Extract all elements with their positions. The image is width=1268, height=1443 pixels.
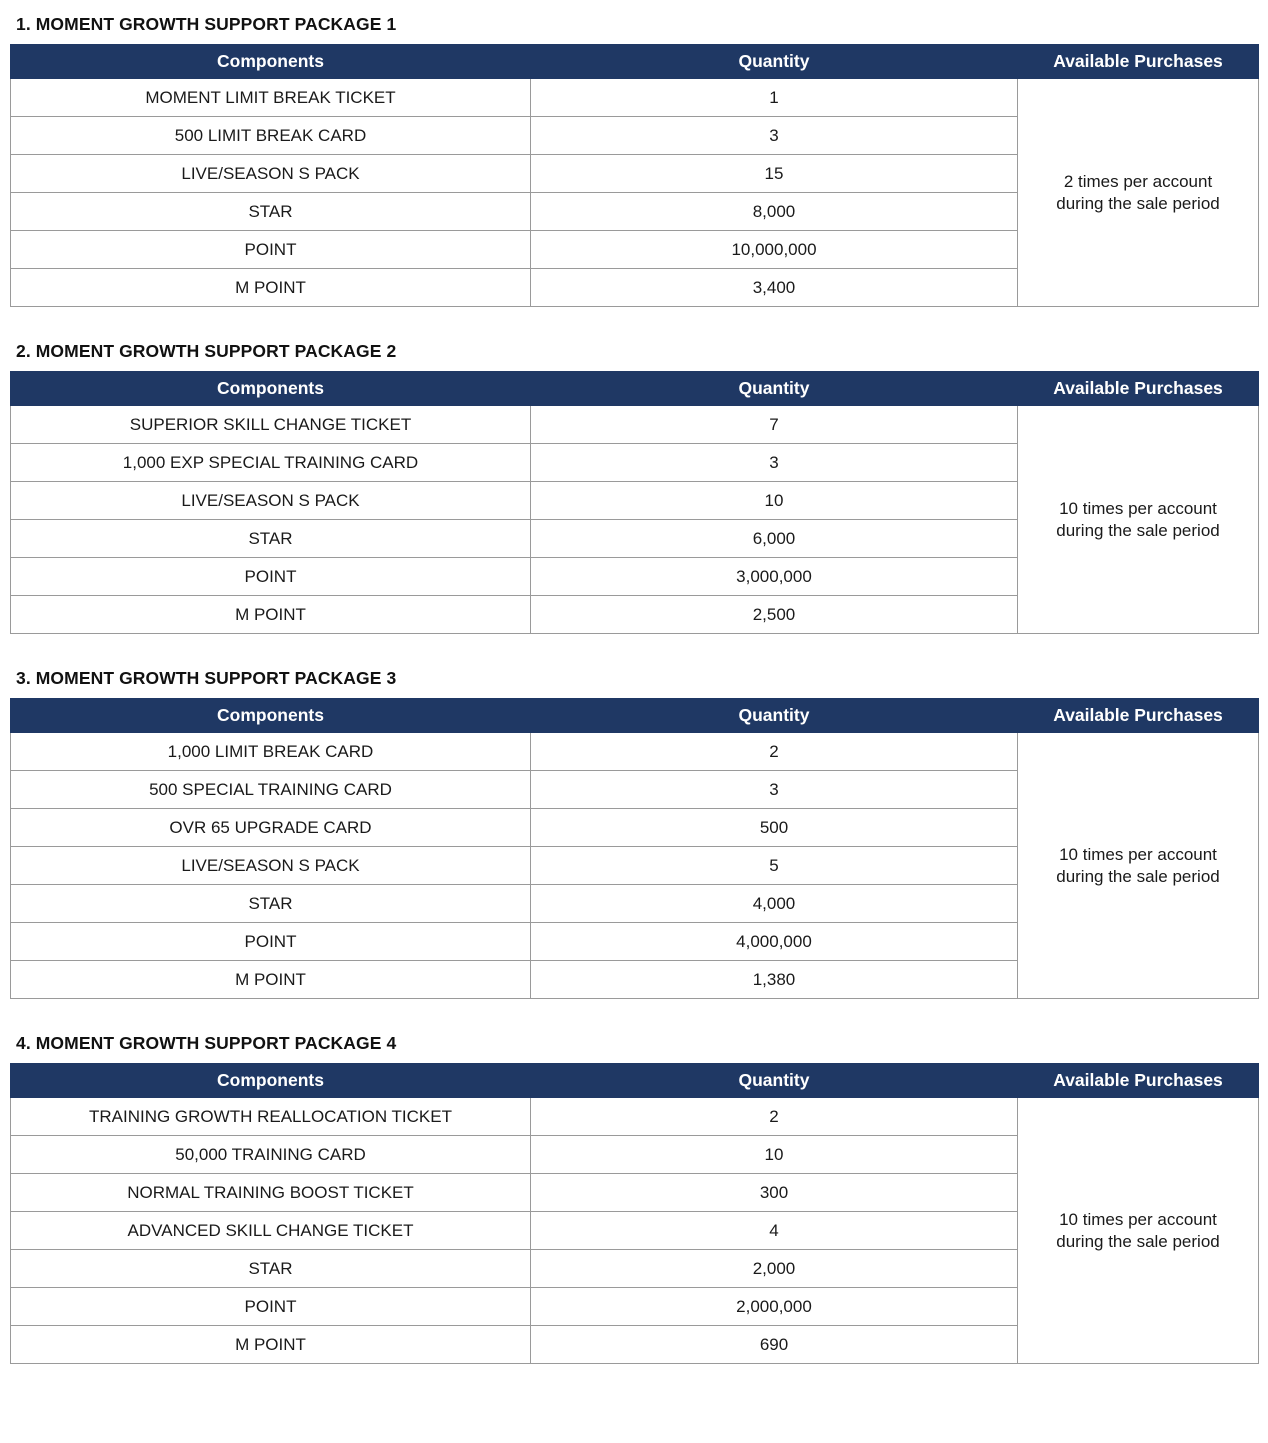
cell-component: STAR bbox=[11, 885, 531, 923]
cell-component: LIVE/SEASON S PACK bbox=[11, 482, 531, 520]
cell-quantity: 3 bbox=[531, 117, 1018, 155]
cell-component: M POINT bbox=[11, 1326, 531, 1364]
cell-quantity: 2,000,000 bbox=[531, 1288, 1018, 1326]
cell-component: 500 SPECIAL TRAINING CARD bbox=[11, 771, 531, 809]
cell-component: M POINT bbox=[11, 269, 531, 307]
cell-component: LIVE/SEASON S PACK bbox=[11, 155, 531, 193]
cell-quantity: 2,500 bbox=[531, 596, 1018, 634]
package-section-3 bbox=[10, 668, 1258, 999]
cell-quantity: 8,000 bbox=[531, 193, 1018, 231]
package-table bbox=[10, 1063, 1259, 1364]
cell-quantity: 7 bbox=[531, 406, 1018, 444]
section-title: 2. MOMENT GROWTH SUPPORT PACKAGE 2 bbox=[16, 341, 397, 361]
cell-available-purchases bbox=[1018, 1098, 1259, 1364]
column-header-available-purchases: Available Purchases bbox=[1018, 699, 1259, 733]
package-table bbox=[10, 371, 1259, 634]
section-title: 4. MOMENT GROWTH SUPPORT PACKAGE 4 bbox=[16, 1033, 397, 1053]
column-header-quantity: Quantity bbox=[531, 372, 1018, 406]
available-line-2: during the sale period bbox=[1056, 866, 1220, 886]
section-title: 3. MOMENT GROWTH SUPPORT PACKAGE 3 bbox=[16, 668, 397, 688]
cell-component: 50,000 TRAINING CARD bbox=[11, 1136, 531, 1174]
cell-quantity: 500 bbox=[531, 809, 1018, 847]
cell-quantity: 4,000 bbox=[531, 885, 1018, 923]
cell-quantity: 15 bbox=[531, 155, 1018, 193]
cell-available-purchases bbox=[1018, 79, 1259, 307]
cell-quantity: 10,000,000 bbox=[531, 231, 1018, 269]
cell-component: LIVE/SEASON S PACK bbox=[11, 847, 531, 885]
table-row bbox=[11, 79, 1259, 117]
available-line-2: during the sale period bbox=[1056, 1231, 1220, 1251]
cell-quantity: 3,400 bbox=[531, 269, 1018, 307]
cell-component: MOMENT LIMIT BREAK TICKET bbox=[11, 79, 531, 117]
column-header-components: Components bbox=[11, 699, 531, 733]
package-table bbox=[10, 698, 1259, 999]
cell-component: 1,000 EXP SPECIAL TRAINING CARD bbox=[11, 444, 531, 482]
cell-quantity: 4 bbox=[531, 1212, 1018, 1250]
available-line-1: 10 times per account bbox=[1059, 499, 1217, 519]
cell-component: OVR 65 UPGRADE CARD bbox=[11, 809, 531, 847]
cell-quantity: 3 bbox=[531, 771, 1018, 809]
available-line-2: during the sale period bbox=[1056, 193, 1220, 213]
column-header-available-purchases: Available Purchases bbox=[1018, 1064, 1259, 1098]
cell-component: POINT bbox=[11, 1288, 531, 1326]
table-header-row bbox=[11, 372, 1259, 406]
package-section-1 bbox=[10, 14, 1258, 307]
cell-quantity: 10 bbox=[531, 1136, 1018, 1174]
available-line-1: 10 times per account bbox=[1059, 1210, 1217, 1230]
cell-component: STAR bbox=[11, 520, 531, 558]
column-header-components: Components bbox=[11, 372, 531, 406]
table-row bbox=[11, 1098, 1259, 1136]
cell-component: TRAINING GROWTH REALLOCATION TICKET bbox=[11, 1098, 531, 1136]
cell-quantity: 10 bbox=[531, 482, 1018, 520]
table-header-row bbox=[11, 699, 1259, 733]
cell-quantity: 2,000 bbox=[531, 1250, 1018, 1288]
cell-quantity: 6,000 bbox=[531, 520, 1018, 558]
cell-quantity: 3 bbox=[531, 444, 1018, 482]
cell-component: POINT bbox=[11, 558, 531, 596]
cell-component: M POINT bbox=[11, 596, 531, 634]
cell-component: POINT bbox=[11, 231, 531, 269]
cell-quantity: 300 bbox=[531, 1174, 1018, 1212]
cell-quantity: 690 bbox=[531, 1326, 1018, 1364]
cell-quantity: 3,000,000 bbox=[531, 558, 1018, 596]
section-title: 1. MOMENT GROWTH SUPPORT PACKAGE 1 bbox=[16, 14, 397, 34]
column-header-quantity: Quantity bbox=[531, 45, 1018, 79]
available-line-1: 10 times per account bbox=[1059, 845, 1217, 865]
package-section-2 bbox=[10, 341, 1258, 634]
cell-component: M POINT bbox=[11, 961, 531, 999]
cell-quantity: 2 bbox=[531, 1098, 1018, 1136]
table-header-row bbox=[11, 45, 1259, 79]
cell-quantity: 1 bbox=[531, 79, 1018, 117]
column-header-available-purchases: Available Purchases bbox=[1018, 372, 1259, 406]
table-header-row bbox=[11, 1064, 1259, 1098]
package-table bbox=[10, 44, 1259, 307]
package-section-4 bbox=[10, 1033, 1258, 1364]
cell-component: SUPERIOR SKILL CHANGE TICKET bbox=[11, 406, 531, 444]
cell-component: 500 LIMIT BREAK CARD bbox=[11, 117, 531, 155]
table-row bbox=[11, 733, 1259, 771]
cell-quantity: 5 bbox=[531, 847, 1018, 885]
cell-available-purchases bbox=[1018, 406, 1259, 634]
available-line-2: during the sale period bbox=[1056, 520, 1220, 540]
cell-component: STAR bbox=[11, 193, 531, 231]
cell-quantity: 4,000,000 bbox=[531, 923, 1018, 961]
cell-available-purchases bbox=[1018, 733, 1259, 999]
cell-component: POINT bbox=[11, 923, 531, 961]
column-header-components: Components bbox=[11, 45, 531, 79]
cell-quantity: 1,380 bbox=[531, 961, 1018, 999]
column-header-quantity: Quantity bbox=[531, 1064, 1018, 1098]
cell-component: ADVANCED SKILL CHANGE TICKET bbox=[11, 1212, 531, 1250]
cell-component: 1,000 LIMIT BREAK CARD bbox=[11, 733, 531, 771]
column-header-components: Components bbox=[11, 1064, 531, 1098]
column-header-quantity: Quantity bbox=[531, 699, 1018, 733]
cell-component: NORMAL TRAINING BOOST TICKET bbox=[11, 1174, 531, 1212]
cell-quantity: 2 bbox=[531, 733, 1018, 771]
cell-component: STAR bbox=[11, 1250, 531, 1288]
table-row bbox=[11, 406, 1259, 444]
available-line-1: 2 times per account bbox=[1063, 172, 1213, 192]
column-header-available-purchases: Available Purchases bbox=[1018, 45, 1259, 79]
